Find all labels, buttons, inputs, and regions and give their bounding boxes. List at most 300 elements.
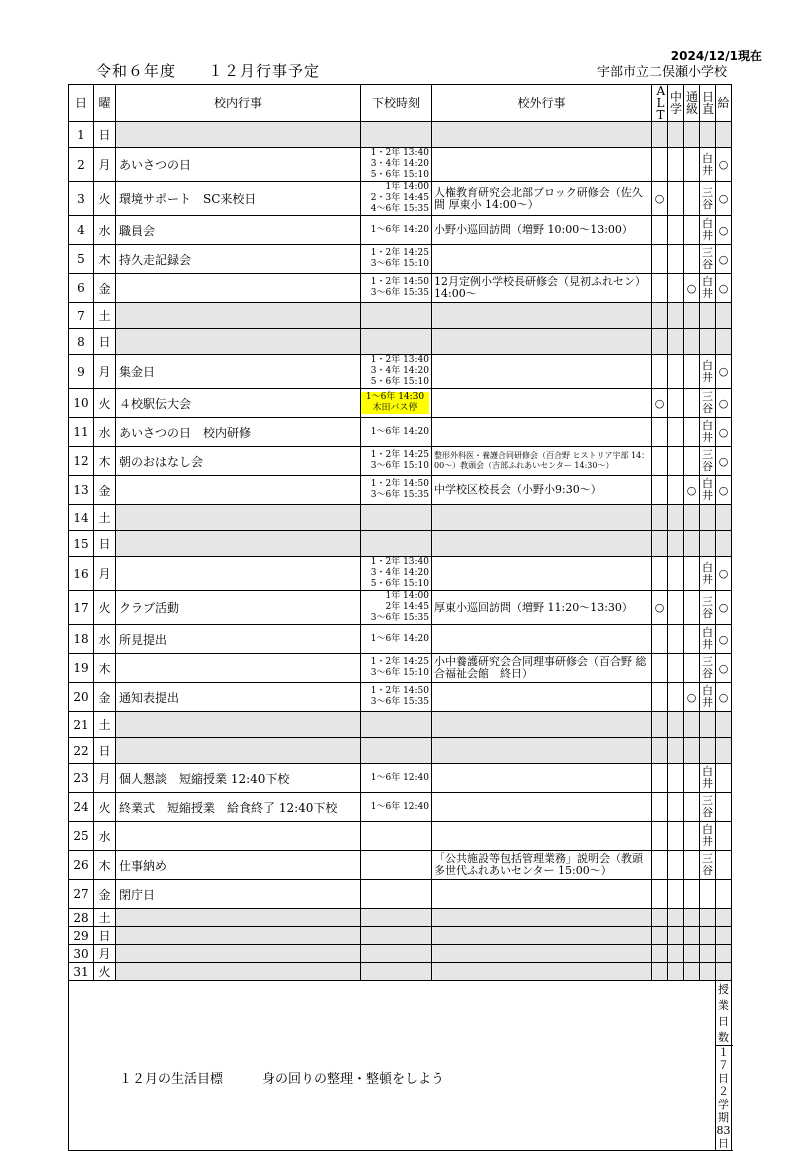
table-row <box>69 654 732 683</box>
duty-teacher <box>700 712 716 738</box>
alt-mark <box>652 764 668 793</box>
alt-mark <box>652 329 668 355</box>
alt-mark: ○ <box>652 389 668 418</box>
alt-mark <box>652 418 668 447</box>
duty-teacher-name: 白井 <box>702 823 713 848</box>
weekday: 火 <box>94 793 116 822</box>
chu-mark <box>668 274 684 303</box>
day-number: 29 <box>69 927 94 945</box>
lunch-mark <box>716 945 732 963</box>
inside-event <box>116 738 361 764</box>
alt-mark <box>652 654 668 683</box>
chu-mark <box>668 591 684 625</box>
day-number: 23 <box>69 764 94 793</box>
alt-mark: ○ <box>652 182 668 216</box>
day-number: 7 <box>69 303 94 329</box>
day-number: 11 <box>69 418 94 447</box>
lunch-mark <box>716 303 732 329</box>
table-row <box>69 329 732 355</box>
school-days-label: 授業日数 <box>716 981 732 1046</box>
inside-event <box>116 654 361 683</box>
duty-teacher <box>700 738 716 764</box>
col-kyu: 給 <box>716 85 732 122</box>
tsuu-mark <box>684 216 700 245</box>
duty-teacher-name: 三谷 <box>702 794 713 819</box>
duty-teacher-name: 三谷 <box>702 185 713 211</box>
dismissal-time <box>361 389 432 418</box>
alt-mark <box>652 303 668 329</box>
weekday: 日 <box>94 531 116 557</box>
table-row <box>69 557 732 591</box>
inside-event: 終業式 短縮授業 給食終了 12:40下校 <box>116 793 361 822</box>
table-row <box>69 764 732 793</box>
lunch-mark: ○ <box>716 216 732 245</box>
weekday: 木 <box>94 654 116 683</box>
dismissal-time-text: 1年 14:00 2年 14:45 3〜6年 15:35 <box>370 591 429 623</box>
school-days-term: ２学期 83日 <box>716 1085 740 1150</box>
day-number: 16 <box>69 557 94 591</box>
table-row <box>69 591 732 625</box>
chu-mark <box>668 182 684 216</box>
dismissal-time <box>361 303 432 329</box>
weekday: 土 <box>94 303 116 329</box>
dismissal-time <box>361 329 432 355</box>
inside-event: 個人懇談 短縮授業 12:40下校 <box>116 764 361 793</box>
day-number: 14 <box>69 505 94 531</box>
duty-teacher <box>700 654 716 683</box>
alt-mark <box>652 476 668 505</box>
duty-teacher <box>700 625 716 654</box>
dismissal-time-text: 1・2年 14:50 3〜6年 15:35 <box>370 686 429 707</box>
inside-event <box>116 274 361 303</box>
tsuu-mark: ○ <box>684 274 700 303</box>
duty-teacher <box>700 909 716 927</box>
chu-mark <box>668 355 684 389</box>
weekday: 日 <box>94 122 116 148</box>
inside-event <box>116 927 361 945</box>
duty-teacher <box>700 389 716 418</box>
chu-mark <box>668 476 684 505</box>
dismissal-time <box>361 851 432 880</box>
day-number: 19 <box>69 654 94 683</box>
table-row <box>69 447 732 476</box>
chu-mark <box>668 909 684 927</box>
col-alt-label: ALT <box>656 84 666 122</box>
life-goal-cell <box>69 981 716 1151</box>
chu-mark <box>668 557 684 591</box>
duty-teacher <box>700 245 716 274</box>
lunch-mark <box>716 764 732 793</box>
chu-mark <box>668 303 684 329</box>
dismissal-time <box>361 476 432 505</box>
day-number: 9 <box>69 355 94 389</box>
col-alt <box>652 85 668 122</box>
inside-event: 閉庁日 <box>116 880 361 909</box>
lunch-mark: ○ <box>716 389 732 418</box>
lunch-mark <box>716 505 732 531</box>
weekday: 火 <box>94 182 116 216</box>
outside-event <box>432 945 652 963</box>
dismissal-time <box>361 738 432 764</box>
school-name: 宇部市立二俣瀬小学校 <box>596 65 727 80</box>
dismissal-time-text: 1・2年 14:50 3〜6年 15:35 <box>370 479 429 500</box>
alt-mark <box>652 505 668 531</box>
duty-teacher-name: 白井 <box>702 275 713 300</box>
dismissal-time-text: 1年 14:00 2・3年 14:45 4〜6年 15:35 <box>370 182 429 214</box>
tsuu-mark <box>684 738 700 764</box>
day-number: 28 <box>69 909 94 927</box>
lunch-mark: ○ <box>716 557 732 591</box>
weekday: 火 <box>94 389 116 418</box>
table-row <box>69 245 732 274</box>
day-number: 5 <box>69 245 94 274</box>
alt-mark <box>652 557 668 591</box>
day-number: 15 <box>69 531 94 557</box>
as-of-date: 2024/12/1現在 <box>670 49 762 63</box>
inside-event <box>116 303 361 329</box>
dismissal-time-text: 1・2年 13:40 3・4年 14:20 5・6年 15:10 <box>370 355 429 387</box>
lunch-mark <box>716 880 732 909</box>
outside-event <box>432 793 652 822</box>
lunch-mark: ○ <box>716 591 732 625</box>
schedule-table <box>68 84 740 1151</box>
weekday: 月 <box>94 764 116 793</box>
weekday: 水 <box>94 216 116 245</box>
duty-teacher <box>700 303 716 329</box>
duty-teacher <box>700 329 716 355</box>
duty-teacher-name: 白井 <box>702 151 713 177</box>
chu-mark <box>668 625 684 654</box>
outside-event <box>432 329 652 355</box>
tsuu-mark <box>684 909 700 927</box>
outside-event: 12月定例小学校長研修会（見初ふれセン）14:00〜 <box>432 274 652 303</box>
inside-event <box>116 476 361 505</box>
duty-teacher <box>700 476 716 505</box>
duty-teacher-name: 白井 <box>702 765 713 790</box>
dismissal-time-text: 1〜6年 12:40 <box>370 772 429 783</box>
col-dismissal: 下校時刻 <box>361 85 432 122</box>
tsuu-mark <box>684 880 700 909</box>
tsuu-mark <box>684 245 700 274</box>
inside-event <box>116 505 361 531</box>
alt-mark <box>652 880 668 909</box>
duty-teacher <box>700 182 716 216</box>
weekday: 火 <box>94 963 116 981</box>
alt-mark <box>652 274 668 303</box>
lunch-mark <box>716 712 732 738</box>
dismissal-time <box>361 683 432 712</box>
duty-teacher-name: 白井 <box>702 626 713 651</box>
table-row <box>69 963 732 981</box>
duty-teacher-name: 三谷 <box>702 448 713 473</box>
inside-event: クラブ活動 <box>116 591 361 625</box>
weekday: 土 <box>94 505 116 531</box>
alt-mark <box>652 683 668 712</box>
day-number: 6 <box>69 274 94 303</box>
outside-event <box>432 122 652 148</box>
inside-event: 通知表提出 <box>116 683 361 712</box>
outside-event: 整形外科医・養護合同研修会（百合野 ヒストリア宇部 14：00〜）教頭会（吉部ふれあいセンター 14:30〜） <box>432 447 652 476</box>
weekday: 水 <box>94 625 116 654</box>
outside-event <box>432 531 652 557</box>
duty-teacher <box>700 851 716 880</box>
chu-mark <box>668 329 684 355</box>
lunch-mark: ○ <box>716 476 732 505</box>
table-row <box>69 418 732 447</box>
outside-event <box>432 303 652 329</box>
duty-teacher <box>700 447 716 476</box>
weekday: 土 <box>94 909 116 927</box>
tsuu-mark <box>684 591 700 625</box>
chu-mark <box>668 963 684 981</box>
outside-event <box>432 557 652 591</box>
tsuu-mark <box>684 712 700 738</box>
duty-teacher-name: 三谷 <box>702 594 713 620</box>
alt-mark <box>652 625 668 654</box>
chu-mark <box>668 822 684 851</box>
lunch-mark <box>716 738 732 764</box>
inside-event: 集金日 <box>116 355 361 389</box>
duty-teacher-name: 三谷 <box>702 390 713 415</box>
duty-teacher <box>700 418 716 447</box>
school-days-values <box>716 1046 740 1151</box>
tsuu-mark <box>684 329 700 355</box>
weekday: 月 <box>94 355 116 389</box>
col-duty <box>700 85 716 122</box>
chu-mark <box>668 531 684 557</box>
inside-event: 環境サポート SC来校日 <box>116 182 361 216</box>
inside-event: ４校駅伝大会 <box>116 389 361 418</box>
col-duty-label: 日直 <box>702 90 715 116</box>
weekday: 月 <box>94 945 116 963</box>
day-number: 30 <box>69 945 94 963</box>
dismissal-time-text: 1・2年 14:25 3〜6年 15:10 <box>370 450 429 471</box>
tsuu-mark <box>684 557 700 591</box>
dismissal-time <box>361 880 432 909</box>
dismissal-time <box>361 793 432 822</box>
dismissal-time-text: 1〜6年 12:40 <box>370 801 429 812</box>
alt-mark <box>652 216 668 245</box>
alt-mark <box>652 738 668 764</box>
page-title: 令和６年度 １２月行事予定 <box>96 62 321 80</box>
lunch-mark: ○ <box>716 245 732 274</box>
tsuu-mark <box>684 793 700 822</box>
duty-teacher <box>700 122 716 148</box>
table-row <box>69 216 732 245</box>
day-number: 26 <box>69 851 94 880</box>
duty-teacher <box>700 274 716 303</box>
table-row <box>69 712 732 738</box>
inside-event <box>116 712 361 738</box>
outside-event: 厚東小巡回訪問（増野 11:20〜13:30） <box>432 591 652 625</box>
outside-event <box>432 822 652 851</box>
tsuu-mark <box>684 822 700 851</box>
tsuu-mark <box>684 418 700 447</box>
lunch-mark: ○ <box>716 447 732 476</box>
chu-mark <box>668 851 684 880</box>
table-row <box>69 303 732 329</box>
alt-mark <box>652 909 668 927</box>
table-row <box>69 625 732 654</box>
chu-mark <box>668 945 684 963</box>
chu-mark <box>668 418 684 447</box>
inside-event <box>116 329 361 355</box>
outside-event <box>432 963 652 981</box>
lunch-mark: ○ <box>716 625 732 654</box>
chu-mark <box>668 793 684 822</box>
weekday: 金 <box>94 683 116 712</box>
outside-event <box>432 683 652 712</box>
table-row <box>69 738 732 764</box>
table-row <box>69 122 732 148</box>
duty-teacher <box>700 505 716 531</box>
col-day: 日 <box>69 85 94 122</box>
tsuu-mark <box>684 182 700 216</box>
day-number: 3 <box>69 182 94 216</box>
duty-teacher <box>700 531 716 557</box>
inside-event: 職員会 <box>116 216 361 245</box>
lunch-mark <box>716 909 732 927</box>
chu-mark <box>668 505 684 531</box>
lunch-mark: ○ <box>716 148 732 182</box>
tsuu-mark <box>684 303 700 329</box>
day-number: 24 <box>69 793 94 822</box>
weekday: 水 <box>94 822 116 851</box>
outside-event: 中学校区校長会（小野小9:30〜） <box>432 476 652 505</box>
outside-event <box>432 764 652 793</box>
weekday: 木 <box>94 447 116 476</box>
outside-event: 「公共施設等包括管理業務」説明会（教頭 多世代ふれあいセンター 15:00〜） <box>432 851 652 880</box>
outside-event <box>432 245 652 274</box>
chu-mark <box>668 148 684 182</box>
inside-event: 所見提出 <box>116 625 361 654</box>
alt-mark <box>652 822 668 851</box>
tsuu-mark <box>684 963 700 981</box>
tsuu-mark <box>684 764 700 793</box>
outside-event <box>432 418 652 447</box>
duty-teacher-name: 三谷 <box>702 655 713 680</box>
life-goal-label: １２月の生活目標 <box>119 1072 224 1087</box>
alt-mark <box>652 531 668 557</box>
table-row <box>69 531 732 557</box>
dismissal-time <box>361 764 432 793</box>
outside-event <box>432 738 652 764</box>
day-number: 12 <box>69 447 94 476</box>
weekday: 日 <box>94 738 116 764</box>
duty-teacher <box>700 963 716 981</box>
dismissal-time <box>361 418 432 447</box>
outside-event: 小野小巡回訪問（増野 10:00〜13:00） <box>432 216 652 245</box>
lunch-mark: ○ <box>716 418 732 447</box>
dismissal-time-text: 1・2年 14:50 3〜6年 15:35 <box>370 277 429 298</box>
dismissal-time-text: 1〜6年 14:30 木田バス停 <box>361 392 429 414</box>
dismissal-time <box>361 557 432 591</box>
table-row <box>69 909 732 927</box>
lunch-mark <box>716 793 732 822</box>
chu-mark <box>668 654 684 683</box>
chu-mark <box>668 764 684 793</box>
lunch-mark <box>716 329 732 355</box>
inside-event <box>116 531 361 557</box>
outside-event <box>432 712 652 738</box>
dismissal-time <box>361 355 432 389</box>
alt-mark: ○ <box>652 591 668 625</box>
inside-event <box>116 963 361 981</box>
tsuu-mark <box>684 122 700 148</box>
chu-mark <box>668 447 684 476</box>
day-number: 21 <box>69 712 94 738</box>
alt-mark <box>652 927 668 945</box>
col-chu <box>668 85 684 122</box>
alt-mark <box>652 945 668 963</box>
day-number: 2 <box>69 148 94 182</box>
weekday: 月 <box>94 557 116 591</box>
dismissal-time <box>361 122 432 148</box>
inside-event: 仕事納め <box>116 851 361 880</box>
weekday: 日 <box>94 927 116 945</box>
chu-mark <box>668 216 684 245</box>
table-row <box>69 683 732 712</box>
table-row <box>69 476 732 505</box>
duty-teacher-name: 白井 <box>702 217 713 242</box>
dismissal-time <box>361 591 432 625</box>
table-row <box>69 927 732 945</box>
tsuu-mark: ○ <box>684 683 700 712</box>
dismissal-time <box>361 447 432 476</box>
tsuu-mark <box>684 447 700 476</box>
dismissal-time <box>361 505 432 531</box>
weekday: 木 <box>94 245 116 274</box>
duty-teacher <box>700 764 716 793</box>
day-number: 20 <box>69 683 94 712</box>
outside-event <box>432 909 652 927</box>
weekday: 火 <box>94 591 116 625</box>
day-number: 22 <box>69 738 94 764</box>
lunch-mark: ○ <box>716 182 732 216</box>
tsuu-mark <box>684 148 700 182</box>
col-weekday: 曜 <box>94 85 116 122</box>
day-number: 4 <box>69 216 94 245</box>
duty-teacher-name: 白井 <box>702 477 713 502</box>
tsuu-mark <box>684 505 700 531</box>
lunch-mark <box>716 822 732 851</box>
col-tsuu-label: 通級 <box>686 90 699 116</box>
table-row <box>69 274 732 303</box>
lunch-mark <box>716 963 732 981</box>
dismissal-time <box>361 945 432 963</box>
duty-teacher <box>700 927 716 945</box>
duty-teacher-name: 三谷 <box>702 852 713 877</box>
dismissal-time <box>361 712 432 738</box>
outside-event <box>432 148 652 182</box>
duty-teacher <box>700 216 716 245</box>
chu-mark <box>668 389 684 418</box>
dismissal-time <box>361 625 432 654</box>
inside-event <box>116 122 361 148</box>
weekday: 金 <box>94 880 116 909</box>
table-row <box>69 148 732 182</box>
dismissal-time <box>361 654 432 683</box>
duty-teacher <box>700 683 716 712</box>
alt-mark <box>652 245 668 274</box>
lunch-mark <box>716 122 732 148</box>
chu-mark <box>668 880 684 909</box>
chu-mark <box>668 245 684 274</box>
duty-teacher-name: 白井 <box>702 560 713 586</box>
lunch-mark: ○ <box>716 654 732 683</box>
dismissal-time <box>361 963 432 981</box>
lunch-mark <box>716 531 732 557</box>
